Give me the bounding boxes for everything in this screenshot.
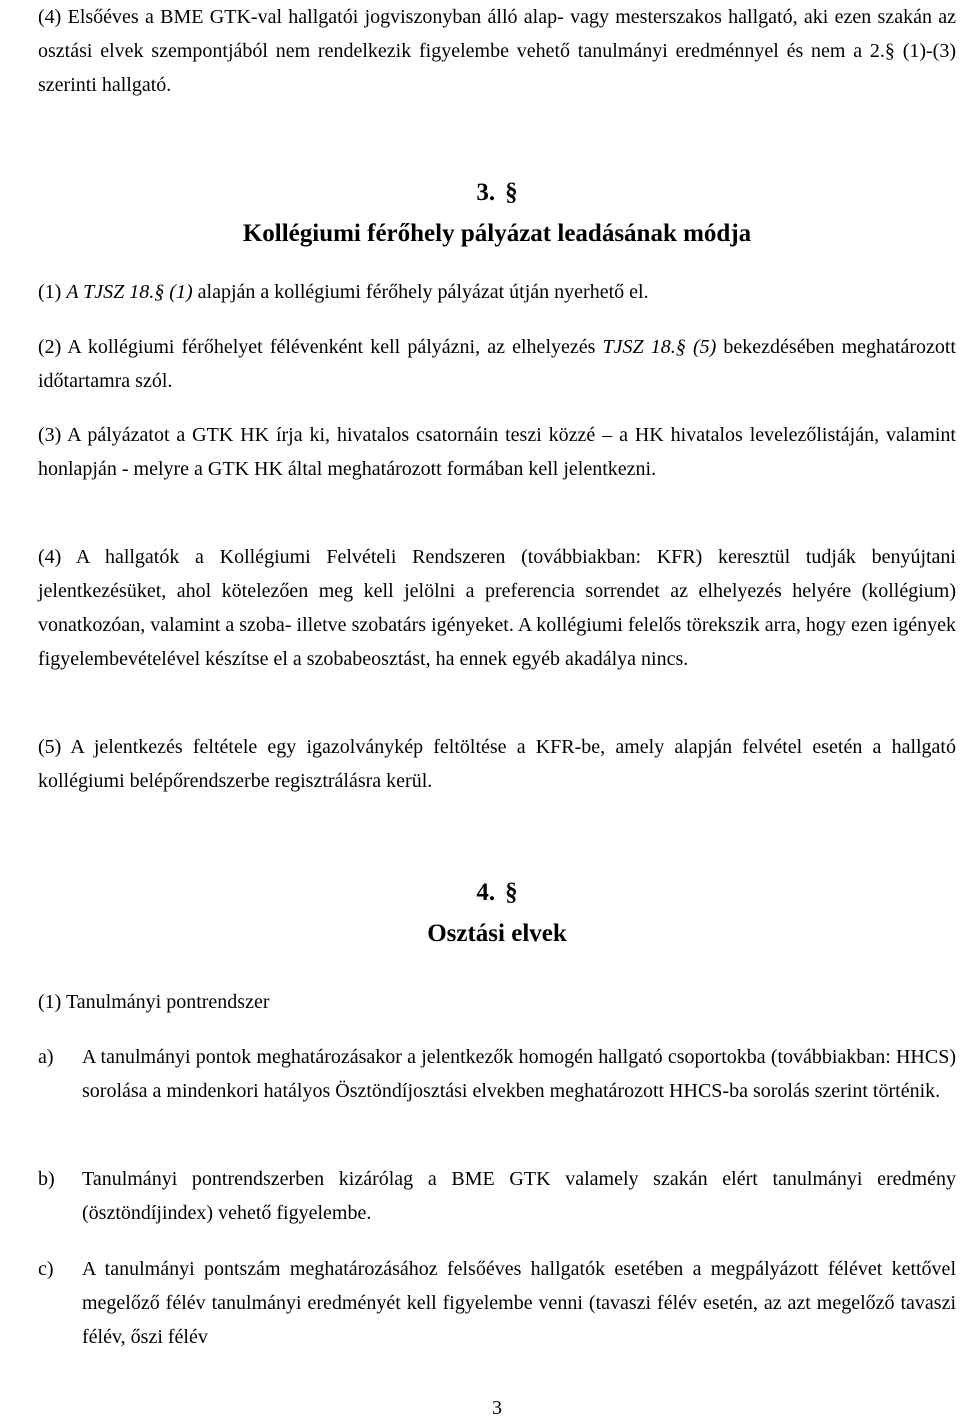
section-4-number-text: 4. <box>476 879 496 906</box>
section-3-number-text: 3. <box>476 179 496 206</box>
list-marker-c: c) <box>38 1258 54 1280</box>
paragraph-3-1-lead: (1) <box>38 281 67 303</box>
list-text-b: Tanulmányi pontrendszerben kizárólag a BME GTK valamely szakán elért tanulmányi eredmény (ösztöndíjindex) vehető figyelembe. <box>82 1168 956 1224</box>
list-text-c: A tanulmányi pontszám meghatározásához felsőéves hallgatók esetében a megpályázott félévet kettővel megelőző félév tanulmányi eredményét kell figyelembe venni (tavaszi félév esetén, az azt megelőző tavaszi félév, őszi félév <box>82 1258 956 1348</box>
section-3-title: Kollégiumi férőhely pályázat leadásának módja <box>242 220 752 247</box>
paragraph-3-1-ref: A TJSZ 18.§ (1) <box>66 281 193 303</box>
paragraph-3-1-rest: alapján a kollégiumi férőhely pályázat útján nyerhető el. <box>192 281 649 303</box>
section-symbol-icon: § <box>505 179 518 206</box>
list-text-a: A tanulmányi pontok meghatározásakor a jelentkezők homogén hallgató csoportokba (továbbiakban: HHCS) sorolása a mindenkori hatályos Ösztöndíjosztási elvekben meghatározott HHCS-ba sorolás szerint történik. <box>82 1046 956 1102</box>
section-symbol-icon: § <box>505 879 518 906</box>
paragraph-3-2-ref: TJSZ 18.§ (5) <box>602 336 717 358</box>
paragraph-3-4: (4) A hallgatók a Kollégiumi Felvételi Rendszeren (továbbiakban: KFR) keresztül tudják benyújtani jelentkezésüket, ahol kötelezően meg kell jelölni a preferencia sorrendet az elhelyezés helyére (kollégium) vonatkozóan, valamint a szoba- illetve szobatárs igényeket. A kollégiumi felelős törekszik arra, hogy ezen igények figyelembevételével készítse el a szobabeosztást, ha ennek egyéb akadálya nincs. <box>38 546 956 670</box>
list-item-b <box>38 1162 956 1230</box>
section-3-number <box>38 176 956 210</box>
list-marker-b: b) <box>38 1168 55 1190</box>
paragraph-4-1: (1) Tanulmányi pontrendszer <box>38 991 270 1013</box>
paragraph-3-1 <box>38 275 956 309</box>
paragraph-3-5: (5) A jelentkezés feltétele egy igazolványkép feltöltése a KFR-be, amely alapján felvétel esetén a hallgató kollégiumi belépőrendszerbe regisztrálásra kerül. <box>38 736 956 792</box>
page-number: 3 <box>492 1397 502 1419</box>
list-marker-a: a) <box>38 1046 54 1068</box>
list-item-a <box>38 1040 956 1108</box>
list-item-c <box>38 1252 956 1354</box>
paragraph-3-2-rest: bekezdésében meghatározott időtartamra szól. <box>38 336 956 392</box>
paragraph-3-2-lead: (2) A kollégiumi férőhelyet félévenként kell pályázni, az elhelyezés <box>38 336 603 358</box>
section-4-title: Osztási elvek <box>427 920 567 947</box>
section-4-number <box>38 876 956 910</box>
paragraph-2-4: (4) Elsőéves a BME GTK-val hallgatói jogviszonyban álló alap- vagy mesterszakos hallgató, aki ezen szakán az osztási elvek szempontjából nem rendelkezik figyelembe vehető tanulmányi eredménnyel és nem a 2.§ (1)-(3) szerinti hallgató. <box>38 6 956 96</box>
paragraph-3-3: (3) A pályázatot a GTK HK írja ki, hivatalos csatornáin teszi közzé – a HK hivatalos levelezőlistáján, valamint honlapján - melyre a GTK HK által meghatározott formában kell jelentkezni. <box>38 424 956 480</box>
paragraph-3-2 <box>38 330 956 398</box>
